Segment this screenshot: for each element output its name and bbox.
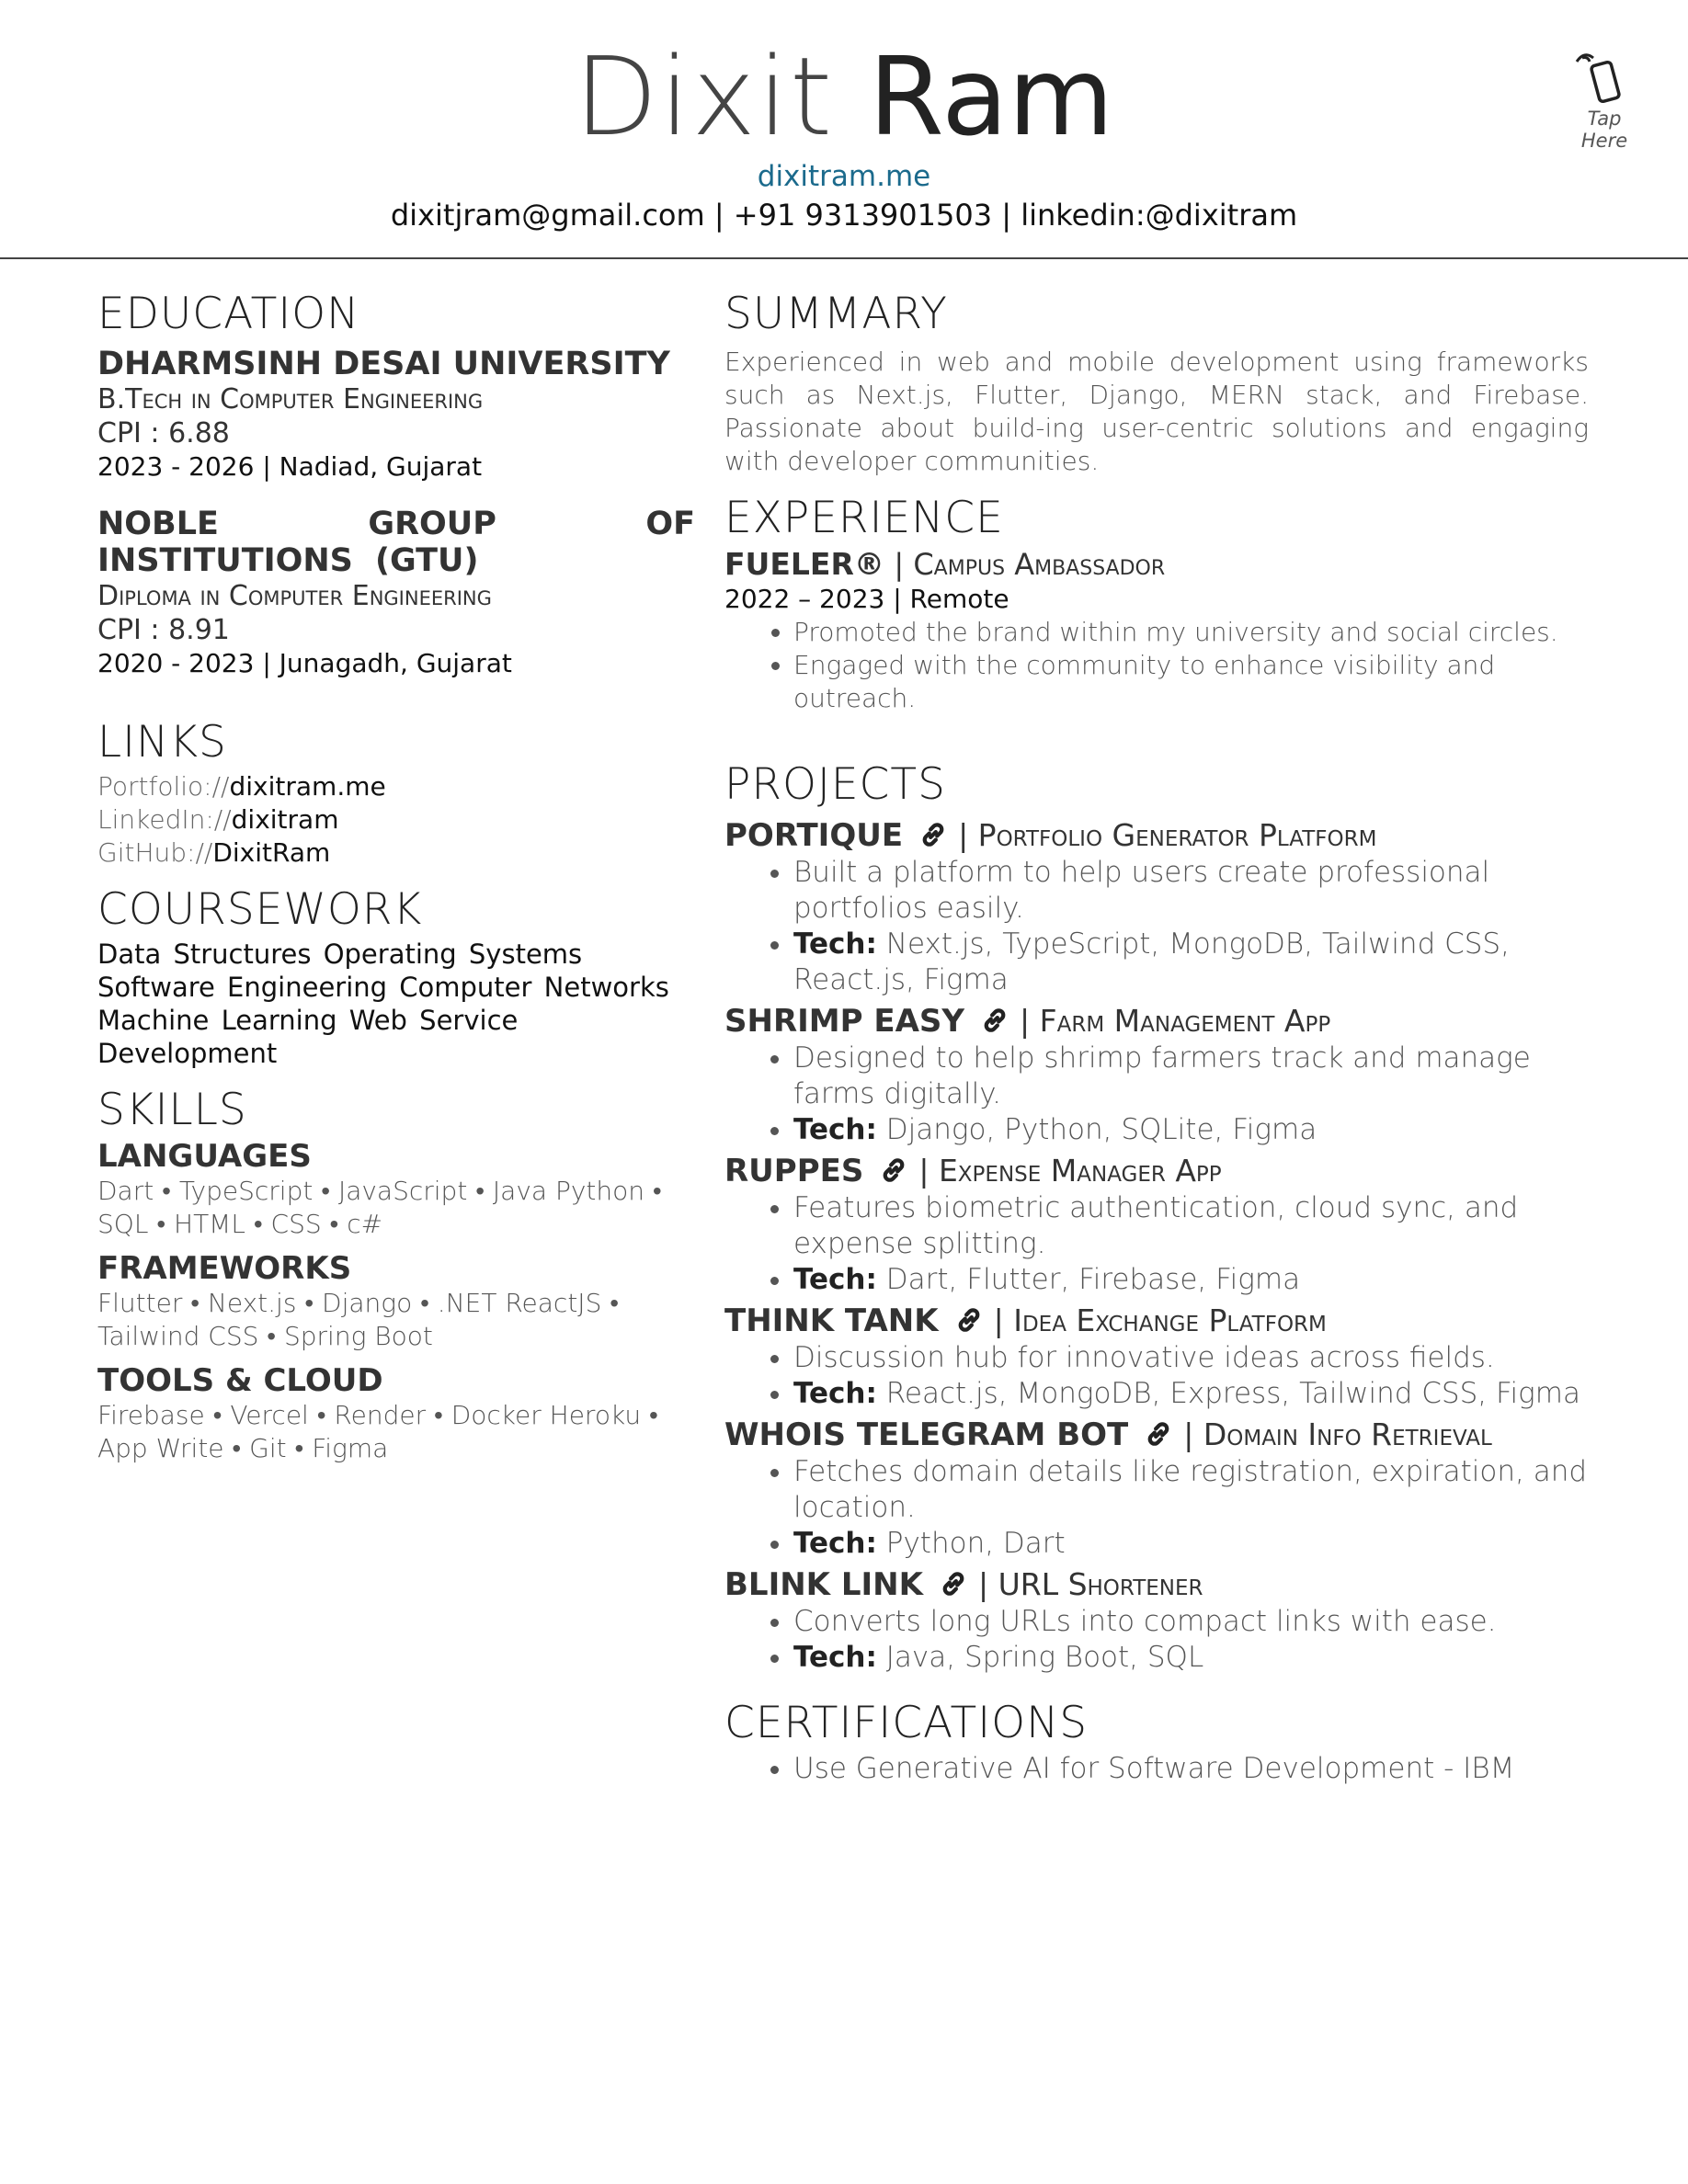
tech-list: Django, Python, SQLite, Figma — [885, 1113, 1317, 1146]
tech-label: Tech: — [793, 927, 877, 961]
project-title-line — [724, 1416, 1589, 1454]
cpi: CPI : 6.88 — [97, 417, 230, 449]
list-item — [793, 1526, 1589, 1562]
project-subtitle: | Domain Info Retrieval — [1183, 1416, 1492, 1452]
projects-list — [724, 816, 1589, 1676]
list-item — [793, 1376, 1589, 1412]
role-title: | Campus Ambassador — [894, 547, 1166, 582]
summary-heading: SUMMARY — [724, 289, 948, 339]
institution-name: NOBLE GROUP OF INSTITUTIONS (GTU) — [97, 506, 695, 579]
link-value[interactable]: DixitRam — [212, 837, 331, 868]
project-name: THINK TANK — [724, 1302, 939, 1339]
tap-here-label: Tap Here — [1580, 108, 1628, 152]
tap-here-button[interactable] — [1563, 51, 1646, 152]
link-label: LinkedIn:// — [97, 804, 232, 835]
project-subtitle: | Idea Exchange Platform — [993, 1302, 1327, 1338]
link-label: Portfolio:// — [97, 771, 230, 802]
project-title-line — [724, 1002, 1589, 1041]
right-column — [724, 287, 1589, 1787]
last-name: Ram — [868, 33, 1114, 160]
link-icon[interactable] — [878, 1155, 909, 1186]
experience-role-line — [724, 546, 1589, 583]
list-item: • Features biometric authentication, cloud sync, and expense splitting. — [793, 1190, 1589, 1262]
link-icon[interactable] — [1143, 1418, 1174, 1450]
contact-line[interactable]: dixitjram@gmail.com | +91 9313901503 | linkedin:@dixitram — [390, 198, 1298, 233]
project-title-line — [724, 816, 1589, 855]
left-column — [97, 287, 695, 1465]
list-item: • Promoted the brand within my university and social circles. — [793, 616, 1589, 649]
project-bullets — [724, 1041, 1589, 1148]
list-item: • Discussion hub for innovative ideas across fields. — [793, 1340, 1589, 1376]
phone-tap-icon — [1575, 51, 1634, 106]
coursework-heading: COURSEWORK — [97, 884, 423, 935]
link-github[interactable] — [97, 836, 695, 870]
tech-list: Next.js, TypeScript, MongoDB, Tailwind CSS, React.js, Figma — [793, 927, 1510, 996]
tech-list: Python, Dart — [885, 1527, 1066, 1560]
project-bullets — [724, 855, 1589, 998]
institution-name: DHARMSINH DESAI UNIVERSITY — [97, 346, 670, 382]
degree: Diploma in Computer Engineering — [97, 580, 492, 612]
project-entry — [724, 816, 1589, 998]
education-entry — [97, 506, 695, 680]
project-entry — [724, 1565, 1589, 1676]
tech-label: Tech: — [793, 1263, 877, 1296]
first-name: Dixit — [574, 33, 835, 160]
name-heading — [0, 33, 1688, 160]
project-bullets — [724, 1604, 1589, 1676]
link-portfolio[interactable] — [97, 770, 695, 803]
project-name: BLINK LINK — [724, 1566, 923, 1603]
project-subtitle: | Expense Manager App — [918, 1153, 1222, 1189]
tech-list: Dart, Flutter, Firebase, Figma — [885, 1263, 1301, 1296]
tech-label: Tech: — [793, 1113, 877, 1146]
skill-group-title: LANGUAGES — [97, 1138, 312, 1175]
skill-group-list: Dart • TypeScript • JavaScript • Java Python • SQL • HTML • CSS • c# — [97, 1176, 662, 1239]
project-bullets — [724, 1340, 1589, 1412]
list-item: • Engaged with the community to enhance visibility and outreach. — [793, 649, 1589, 715]
link-icon[interactable] — [979, 1005, 1010, 1036]
degree: B.Tech in Computer Engineering — [97, 383, 484, 415]
projects-heading: PROJECTS — [724, 759, 946, 810]
list-item — [793, 927, 1589, 998]
skills-heading: SKILLS — [97, 1085, 247, 1135]
tech-label: Tech: — [793, 1527, 877, 1560]
summary-text: Experienced in web and mobile development using frameworks such as Next.js, Flutter, Django, MERN stack, and Firebase. Passionate about build-ing user-centric solutions and engaging with developer communities. — [724, 347, 1589, 476]
link-value[interactable]: dixitram.me — [229, 771, 386, 802]
link-label: GitHub:// — [97, 837, 213, 868]
list-item — [793, 1640, 1589, 1676]
cpi: CPI : 8.91 — [97, 614, 230, 646]
skill-group-title: TOOLS & CLOUD — [97, 1362, 383, 1399]
certifications-list — [724, 1751, 1589, 1787]
tech-list: React.js, MongoDB, Express, Tailwind CSS, Figma — [885, 1377, 1580, 1410]
experience-heading: EXPERIENCE — [724, 493, 1004, 543]
project-entry — [724, 1416, 1589, 1562]
list-item: • Use Generative AI for Software Development - IBM — [793, 1751, 1589, 1787]
project-entry — [724, 1302, 1589, 1412]
tech-label: Tech: — [793, 1641, 877, 1674]
date-location: 2022 – 2023 | Remote — [724, 584, 1009, 614]
list-item: • Built a platform to help users create professional portfolios easily. — [793, 855, 1589, 927]
tech-list: Java, Spring Boot, SQL — [885, 1641, 1204, 1674]
list-item: • Designed to help shrimp farmers track and manage farms digitally. — [793, 1041, 1589, 1112]
tech-label: Tech: — [793, 1377, 877, 1410]
project-bullets — [724, 1190, 1589, 1298]
skill-group-title: FRAMEWORKS — [97, 1250, 352, 1287]
project-name: RUPPES — [724, 1153, 864, 1189]
date-location: 2023 - 2026 | Nadiad, Gujarat — [97, 451, 483, 482]
date-location: 2020 - 2023 | Junagadh, Gujarat — [97, 648, 512, 678]
skill-group-list: Flutter • Next.js • Django • .NET ReactJS • Tailwind CSS • Spring Boot — [97, 1288, 620, 1351]
project-subtitle: | Portfolio Generator Platform — [958, 817, 1377, 853]
list-item — [793, 1112, 1589, 1148]
project-name: WHOIS TELEGRAM BOT — [724, 1416, 1129, 1453]
education-entry — [97, 346, 695, 483]
header-divider — [0, 257, 1688, 259]
list-item: • Fetches domain details like registration, expiration, and location. — [793, 1454, 1589, 1526]
project-subtitle: | Farm Management App — [1020, 1003, 1331, 1039]
project-name: PORTIQUE — [724, 817, 904, 854]
links-heading: LINKS — [97, 717, 227, 768]
experience-bullets — [724, 616, 1589, 715]
project-entry — [724, 1002, 1589, 1148]
coursework-list: Data Structures Operating Systems Software Engineering Computer Networks Machine Learning Web Service Development — [97, 938, 669, 1069]
project-title-line — [724, 1152, 1589, 1190]
website-link[interactable]: dixitram.me — [757, 160, 931, 193]
certifications-heading: CERTIFICATIONS — [724, 1698, 1089, 1748]
project-entry — [724, 1152, 1589, 1298]
project-title-line — [724, 1302, 1589, 1340]
link-icon[interactable] — [953, 1304, 985, 1336]
project-subtitle: | URL Shortener — [978, 1566, 1203, 1602]
project-bullets — [724, 1454, 1589, 1562]
link-icon[interactable] — [918, 819, 949, 850]
education-heading: EDUCATION — [97, 289, 360, 339]
project-name: SHRIMP EASY — [724, 1003, 965, 1040]
list-item: • Converts long URLs into compact links with ease. — [793, 1604, 1589, 1640]
project-title-line — [724, 1565, 1589, 1604]
skill-group-list: Firebase • Vercel • Render • Docker Heroku • App Write • Git • Figma — [97, 1400, 658, 1463]
link-linkedin[interactable] — [97, 803, 695, 836]
link-value[interactable]: dixitram — [231, 804, 339, 835]
list-item — [793, 1262, 1589, 1298]
link-icon[interactable] — [938, 1568, 969, 1599]
company-name: FUELER® — [724, 546, 884, 582]
